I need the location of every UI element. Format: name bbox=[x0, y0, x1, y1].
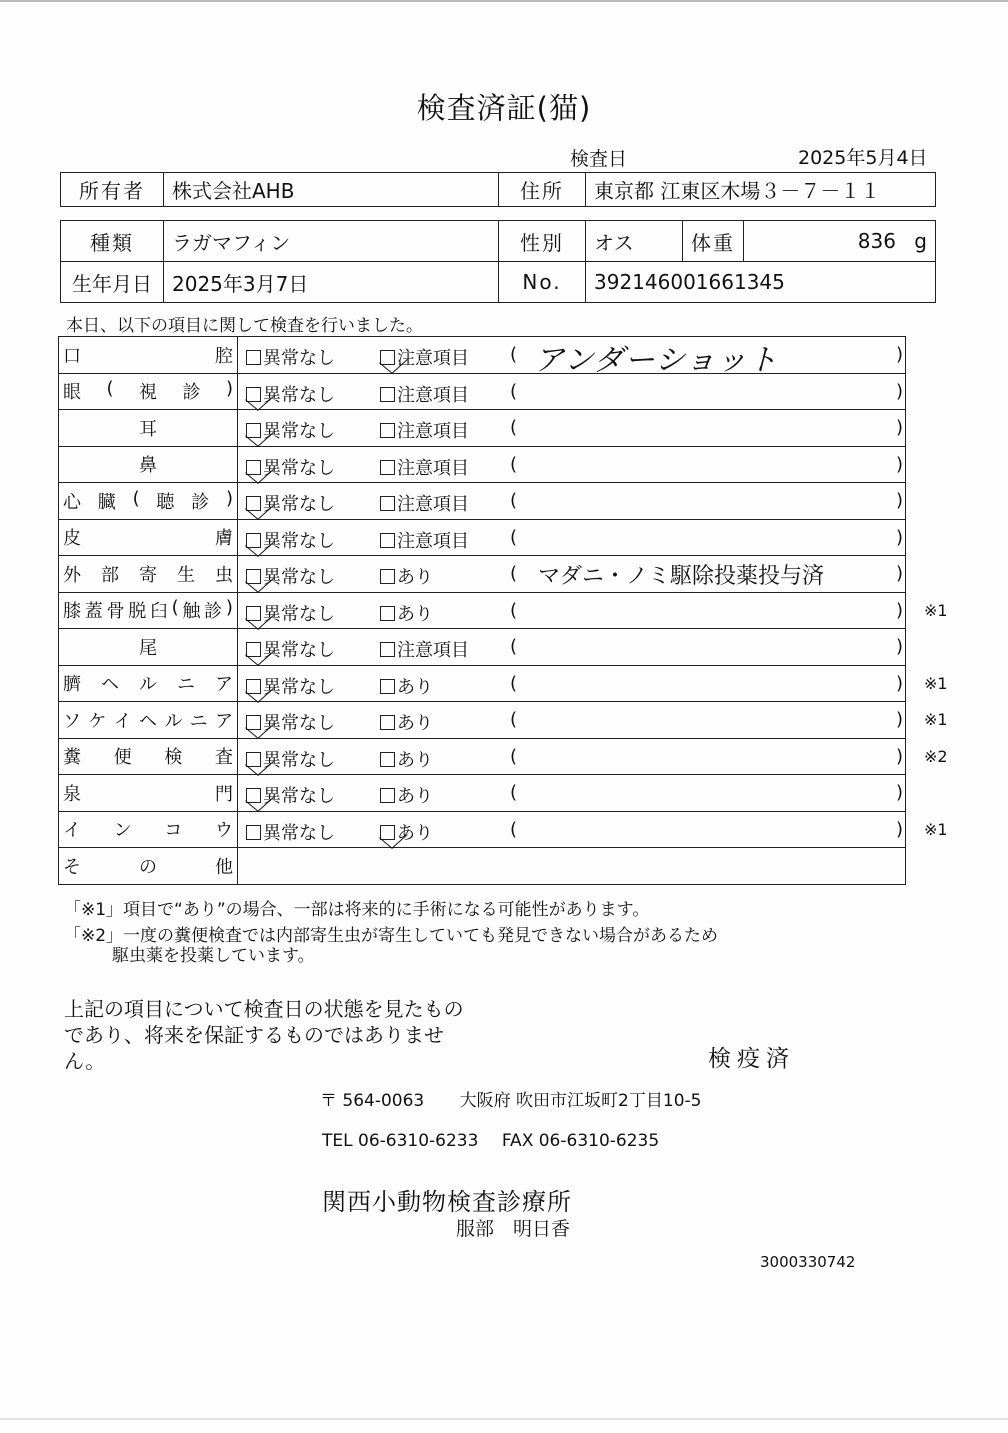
note-open-paren: ( bbox=[510, 344, 518, 365]
exam-item-name bbox=[63, 743, 233, 769]
exam-item-result bbox=[238, 738, 948, 775]
exam-item-result bbox=[238, 373, 906, 410]
exam-item-label bbox=[59, 410, 238, 447]
birth-value: 2025年3月7日 bbox=[164, 262, 499, 303]
option-label: あり bbox=[397, 713, 433, 734]
label-char: ニ bbox=[177, 674, 195, 696]
exam-row bbox=[59, 592, 906, 629]
option-attention-checkbox[interactable] bbox=[380, 563, 433, 589]
option-attention-checkbox[interactable] bbox=[380, 636, 469, 662]
checked-checkbox-icon[interactable] bbox=[246, 423, 261, 438]
option-normal-checkbox[interactable] bbox=[246, 344, 335, 370]
exam-item-name bbox=[63, 707, 233, 733]
intro-text: 本日、以下の項目に関して検査を行いました。 bbox=[66, 316, 423, 336]
label-char: イ bbox=[63, 820, 81, 842]
option-normal-checkbox[interactable] bbox=[246, 381, 335, 407]
breed-label: 種類 bbox=[61, 221, 164, 262]
exam-row bbox=[59, 665, 906, 702]
exam-row bbox=[59, 775, 906, 812]
note-open-paren: ( bbox=[510, 636, 518, 657]
note-close-paren: ) bbox=[896, 490, 904, 511]
option-label: あり bbox=[397, 822, 433, 844]
disclaimer: 上記の項目について検査日の状態を見たものであり、将来を保証するものではありません。 bbox=[64, 997, 464, 1073]
option-label: 注意項目 bbox=[397, 421, 469, 442]
label-char: 他 bbox=[215, 856, 233, 878]
label-char: ( bbox=[132, 487, 140, 509]
option-label: 注意項目 bbox=[397, 530, 469, 552]
weight-cell bbox=[744, 221, 936, 262]
option-attention-checkbox[interactable] bbox=[380, 417, 469, 443]
exam-item-name bbox=[63, 853, 233, 879]
label-char: ソ bbox=[63, 710, 81, 732]
exam-note: アンダーショット bbox=[534, 343, 779, 378]
note-close-paren: ) bbox=[896, 745, 904, 767]
option-normal-checkbox[interactable] bbox=[246, 527, 335, 553]
option-label: 異常なし bbox=[263, 640, 335, 661]
checkbox-icon[interactable] bbox=[380, 679, 395, 694]
exam-row bbox=[59, 483, 906, 520]
quarantine-stamp: 検疫済 bbox=[708, 1046, 795, 1072]
weight-unit: g bbox=[914, 229, 927, 253]
exam-item-result bbox=[238, 556, 906, 593]
clinic-address-line bbox=[320, 1086, 701, 1111]
option-label: 注意項目 bbox=[397, 384, 469, 406]
address-label: 住所 bbox=[499, 173, 586, 207]
label-char: ケ bbox=[88, 710, 107, 732]
note-open-paren: ( bbox=[510, 526, 518, 548]
note-open-paren: ( bbox=[510, 599, 518, 621]
footnote-2-cont: 駆虫薬を投薬しています。 bbox=[112, 946, 315, 966]
exam-item-name bbox=[63, 816, 233, 842]
option-label: 注意項目 bbox=[397, 494, 469, 515]
checked-checkbox-icon[interactable] bbox=[246, 387, 261, 402]
checkbox-icon[interactable] bbox=[380, 387, 395, 402]
option-normal-checkbox[interactable] bbox=[246, 490, 335, 516]
label-char: ア bbox=[215, 674, 233, 696]
weight-label: 体重 bbox=[683, 221, 744, 262]
checkbox-icon[interactable] bbox=[246, 350, 261, 365]
label-char: 虫 bbox=[215, 564, 233, 586]
clinic-tel: TEL 06-6310-6233 bbox=[322, 1131, 479, 1151]
option-label: あり bbox=[397, 749, 433, 771]
exam-item-result bbox=[238, 665, 948, 702]
exam-item-label bbox=[59, 848, 238, 885]
checkbox-icon[interactable] bbox=[380, 606, 395, 621]
note-open-paren: ( bbox=[510, 672, 518, 694]
label-char: ) bbox=[225, 378, 233, 400]
option-label: 異常なし bbox=[263, 567, 335, 588]
label-char: 部 bbox=[101, 564, 119, 586]
option-attention-checkbox[interactable] bbox=[380, 782, 433, 808]
exam-item-label bbox=[59, 483, 238, 520]
note-open-paren: ( bbox=[510, 453, 518, 475]
footnote-mark: ※1 bbox=[924, 710, 948, 729]
checked-checkbox-icon[interactable] bbox=[246, 679, 261, 694]
footnote-mark: ※1 bbox=[924, 673, 948, 693]
option-normal-checkbox[interactable] bbox=[246, 782, 335, 808]
exam-item-result bbox=[238, 410, 906, 447]
label-char: 口 bbox=[63, 345, 81, 367]
breed-value: ラガマフィン bbox=[164, 221, 499, 262]
exam-item-result bbox=[238, 848, 906, 885]
exam-row bbox=[59, 629, 906, 666]
exam-date-label: 検査日 bbox=[570, 148, 628, 170]
weight-value: 836 bbox=[857, 229, 896, 253]
option-attention-checkbox[interactable] bbox=[380, 746, 433, 772]
label-char: 生 bbox=[177, 564, 195, 586]
label-char: ウ bbox=[214, 820, 233, 842]
exam-item-result bbox=[238, 483, 906, 520]
exam-row bbox=[59, 702, 906, 739]
checked-checkbox-icon[interactable] bbox=[246, 569, 261, 584]
exam-item-name bbox=[63, 342, 233, 368]
footnote-2: 「※2」一度の糞便検査では内部寄生虫が寄生していても発見できない場合があるため bbox=[64, 926, 719, 946]
owner-table bbox=[60, 172, 936, 207]
checkbox-icon[interactable] bbox=[246, 825, 261, 840]
exam-item-label bbox=[59, 446, 238, 483]
checked-checkbox-icon[interactable] bbox=[380, 350, 395, 365]
option-attention-checkbox[interactable] bbox=[380, 490, 469, 516]
exam-item-result bbox=[238, 775, 906, 812]
owner-value: 株式会社AHB bbox=[164, 173, 499, 207]
exam-item-name bbox=[63, 780, 233, 806]
checkbox-icon[interactable] bbox=[380, 788, 395, 803]
option-label: あり bbox=[397, 676, 433, 698]
exam-item-result bbox=[238, 337, 906, 378]
checked-checkbox-icon[interactable] bbox=[246, 788, 261, 803]
label-char: ( bbox=[106, 378, 114, 400]
note-open-paren: ( bbox=[510, 709, 518, 730]
exam-item-name bbox=[63, 561, 233, 587]
exam-item-result bbox=[238, 592, 948, 629]
no-label: No. bbox=[499, 262, 586, 303]
option-normal-checkbox[interactable] bbox=[246, 709, 335, 735]
option-label: 異常なし bbox=[263, 603, 335, 625]
label-char: 外 bbox=[63, 564, 81, 586]
option-normal-checkbox[interactable] bbox=[246, 746, 335, 772]
label-char: 査 bbox=[214, 747, 233, 769]
checked-checkbox-icon[interactable] bbox=[246, 752, 261, 767]
label-char: イ bbox=[113, 710, 132, 732]
label-char: 診 bbox=[191, 491, 210, 513]
exam-item-result bbox=[238, 519, 906, 556]
option-normal-checkbox[interactable] bbox=[246, 454, 335, 480]
option-attention-checkbox[interactable] bbox=[380, 381, 469, 407]
option-label: 注意項目 bbox=[397, 348, 469, 369]
option-label: 異常なし bbox=[263, 713, 335, 734]
label-char: 膚 bbox=[215, 528, 233, 550]
checked-checkbox-icon[interactable] bbox=[246, 460, 261, 475]
option-attention-checkbox[interactable] bbox=[380, 819, 433, 845]
note-close-paren: ) bbox=[896, 526, 904, 548]
option-normal-checkbox[interactable] bbox=[246, 673, 335, 699]
checked-checkbox-icon[interactable] bbox=[246, 496, 261, 511]
option-attention-checkbox[interactable] bbox=[380, 709, 433, 735]
note-open-paren: ( bbox=[510, 782, 518, 803]
label-char: 門 bbox=[215, 783, 233, 805]
label-char: ル bbox=[139, 674, 157, 696]
label-char: ア bbox=[214, 710, 233, 732]
label-char: 眼 bbox=[63, 382, 81, 404]
exam-row bbox=[59, 738, 906, 775]
note-close-paren: ) bbox=[896, 818, 904, 840]
exam-item-name bbox=[63, 597, 233, 623]
document-title: 検査済証(猫) bbox=[416, 91, 592, 125]
exam-item-name bbox=[63, 670, 233, 696]
option-label: あり bbox=[397, 567, 433, 588]
microchip-number: 392146001661345 bbox=[586, 262, 936, 303]
label-char: 検 bbox=[164, 747, 183, 769]
label-char: ヘ bbox=[101, 674, 119, 696]
note-close-paren: ) bbox=[896, 636, 904, 657]
label-char: 診 bbox=[204, 601, 223, 623]
exam-row bbox=[59, 410, 906, 447]
clinic-postal: 〒 564-0063 bbox=[320, 1091, 425, 1111]
sex-label: 性別 bbox=[499, 221, 586, 262]
note-open-paren: ( bbox=[510, 380, 518, 402]
note-close-paren: ) bbox=[896, 417, 904, 438]
top-edge-line bbox=[0, 0, 1008, 2]
exam-item-name: 耳 bbox=[139, 418, 157, 440]
exam-item-label bbox=[59, 665, 238, 702]
label-char: 便 bbox=[113, 747, 132, 769]
label-char: 寄 bbox=[139, 564, 157, 586]
exam-item-result bbox=[238, 702, 948, 739]
label-char: 触 bbox=[182, 601, 201, 623]
checkbox-icon[interactable] bbox=[380, 715, 395, 730]
option-label: 注意項目 bbox=[397, 640, 469, 661]
option-label: 異常なし bbox=[263, 530, 335, 552]
label-char: 骨 bbox=[106, 601, 125, 623]
option-label: 異常なし bbox=[263, 822, 335, 844]
label-char: 膝 bbox=[63, 601, 81, 623]
label-char: 診 bbox=[182, 382, 201, 404]
label-char: ン bbox=[113, 820, 132, 842]
exam-item-label bbox=[59, 629, 238, 666]
clinic-fax: FAX 06-6310-6235 bbox=[501, 1131, 660, 1151]
clinic-name: 関西小動物検査診療所 bbox=[322, 1188, 572, 1216]
exam-item-result bbox=[238, 446, 906, 483]
option-normal-checkbox[interactable] bbox=[246, 819, 335, 845]
owner-label: 所有者 bbox=[61, 173, 164, 207]
note-open-paren: ( bbox=[510, 417, 518, 438]
exam-item-label bbox=[59, 519, 238, 556]
checkbox-icon[interactable] bbox=[380, 533, 395, 548]
label-char: 泉 bbox=[63, 783, 81, 805]
footnote-mark: ※2 bbox=[924, 746, 948, 766]
footnote-mark: ※1 bbox=[924, 600, 948, 620]
exam-item-name: 尾 bbox=[139, 637, 157, 659]
option-label: 異常なし bbox=[263, 384, 335, 406]
option-label: 異常なし bbox=[263, 348, 335, 369]
label-char: ル bbox=[164, 710, 183, 732]
exam-row bbox=[59, 519, 906, 556]
label-char: ) bbox=[225, 487, 233, 509]
label-char: コ bbox=[164, 820, 183, 842]
option-label: 異常なし bbox=[263, 421, 335, 442]
exam-item-name bbox=[63, 488, 233, 514]
option-label: 異常なし bbox=[263, 494, 335, 515]
exam-item-name: 鼻 bbox=[139, 455, 157, 477]
exam-item-name bbox=[63, 378, 233, 404]
note-close-paren: ) bbox=[896, 563, 904, 584]
exam-item-label bbox=[59, 556, 238, 593]
label-char: 聴 bbox=[156, 491, 175, 513]
label-char: 蓋 bbox=[84, 601, 103, 623]
bottom-edge-line bbox=[0, 1418, 1008, 1420]
exam-row bbox=[59, 446, 906, 483]
checkbox-icon[interactable] bbox=[380, 569, 395, 584]
exam-item-result bbox=[238, 811, 948, 848]
exam-item-result bbox=[238, 629, 906, 666]
label-char: 心 bbox=[63, 491, 81, 513]
clinic-address: 大阪府 吹田市江坂町2丁目10-5 bbox=[459, 1091, 702, 1111]
exam-note: マダニ・ノミ駆除投薬投与済 bbox=[538, 564, 825, 589]
checked-checkbox-icon[interactable] bbox=[380, 825, 395, 840]
option-attention-checkbox[interactable] bbox=[380, 454, 469, 480]
label-char: ヘ bbox=[138, 710, 157, 732]
note-open-paren: ( bbox=[510, 818, 518, 840]
exam-item-label bbox=[59, 738, 238, 775]
checkbox-icon[interactable] bbox=[380, 460, 395, 475]
option-attention-checkbox[interactable] bbox=[380, 344, 469, 370]
label-char: ) bbox=[225, 597, 233, 619]
exam-item-label bbox=[59, 702, 238, 739]
checkbox-icon[interactable] bbox=[380, 423, 395, 438]
option-label: 異常なし bbox=[263, 749, 335, 771]
label-char: 皮 bbox=[63, 528, 81, 550]
option-label: 異常なし bbox=[263, 457, 335, 479]
option-attention-checkbox[interactable] bbox=[380, 527, 469, 553]
vet-name: 服部 明日香 bbox=[456, 1218, 571, 1240]
note-close-paren: ) bbox=[896, 344, 904, 365]
checkbox-icon[interactable] bbox=[380, 496, 395, 511]
footnote-mark: ※1 bbox=[924, 819, 948, 839]
exam-row bbox=[59, 848, 906, 885]
note-close-paren: ) bbox=[896, 599, 904, 621]
option-label: 注意項目 bbox=[397, 457, 469, 479]
checked-checkbox-icon[interactable] bbox=[246, 642, 261, 657]
label-char: そ bbox=[63, 856, 81, 878]
label-char: 臍 bbox=[63, 674, 81, 696]
note-close-paren: ) bbox=[896, 453, 904, 475]
exam-row bbox=[59, 811, 906, 848]
checkbox-icon[interactable] bbox=[380, 752, 395, 767]
sex-value: オス bbox=[586, 221, 683, 262]
note-open-paren: ( bbox=[510, 563, 518, 584]
exam-item-label bbox=[59, 337, 238, 374]
exam-item-label bbox=[59, 811, 238, 848]
note-close-paren: ) bbox=[896, 672, 904, 694]
exam-item-label bbox=[59, 592, 238, 629]
option-normal-checkbox[interactable] bbox=[246, 563, 335, 589]
label-char: 脱 bbox=[128, 601, 147, 623]
label-char: ( bbox=[171, 597, 179, 619]
exam-item-label bbox=[59, 775, 238, 812]
option-label: 異常なし bbox=[263, 786, 335, 807]
birth-label: 生年月日 bbox=[61, 262, 164, 303]
animal-table bbox=[60, 220, 936, 303]
label-char: 腔 bbox=[215, 345, 233, 367]
exam-row bbox=[59, 337, 906, 374]
option-attention-checkbox[interactable] bbox=[380, 600, 433, 626]
checked-checkbox-icon[interactable] bbox=[246, 715, 261, 730]
note-close-paren: ) bbox=[896, 380, 904, 402]
note-close-paren: ) bbox=[896, 782, 904, 803]
label-char: 視 bbox=[139, 382, 157, 404]
option-label: あり bbox=[397, 603, 433, 625]
checked-checkbox-icon[interactable] bbox=[246, 606, 261, 621]
note-close-paren: ) bbox=[896, 709, 904, 730]
address-value: 東京都 江東区木場３－７－１１ bbox=[586, 173, 936, 207]
option-label: 異常なし bbox=[263, 676, 335, 698]
exam-table bbox=[58, 336, 948, 885]
exam-item-label bbox=[59, 373, 238, 410]
footnote-1: 「※1」項目で“あり”の場合、一部は将来的に手術になる可能性があります。 bbox=[64, 900, 650, 920]
exam-row bbox=[59, 556, 906, 593]
exam-date-value: 2025年5月4日 bbox=[798, 147, 928, 169]
label-char: 臼 bbox=[149, 601, 168, 623]
label-char: 臓 bbox=[97, 491, 116, 513]
option-label: あり bbox=[397, 786, 433, 807]
document-number: 3000330742 bbox=[760, 1253, 856, 1271]
checked-checkbox-icon[interactable] bbox=[246, 533, 261, 548]
option-normal-checkbox[interactable] bbox=[246, 600, 335, 626]
option-attention-checkbox[interactable] bbox=[380, 673, 433, 699]
option-normal-checkbox[interactable] bbox=[246, 417, 335, 443]
clinic-phone-line bbox=[322, 1131, 659, 1151]
label-char: ニ bbox=[189, 710, 208, 732]
exam-item-name bbox=[63, 524, 233, 550]
option-normal-checkbox[interactable] bbox=[246, 636, 335, 662]
checkbox-icon[interactable] bbox=[380, 642, 395, 657]
label-char: の bbox=[139, 856, 157, 878]
note-open-paren: ( bbox=[510, 745, 518, 767]
note-open-paren: ( bbox=[510, 490, 518, 511]
exam-row bbox=[59, 373, 906, 410]
label-char: 糞 bbox=[63, 747, 81, 769]
